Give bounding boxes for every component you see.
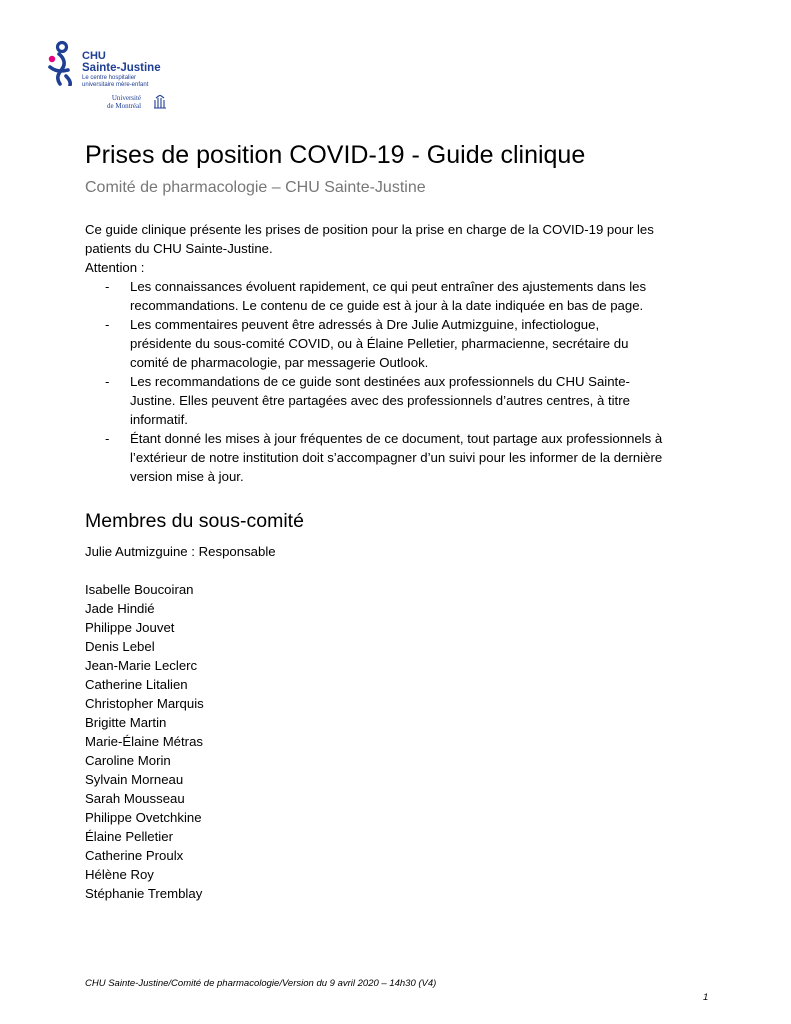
bullet-line: Justine. Elles peuvent être partagées avec des professionnels d’autres centres, à titre [130, 393, 630, 408]
page-title: Prises de position COVID-19 - Guide clinique [85, 141, 586, 169]
member-name: Denis Lebel [85, 639, 155, 654]
member-name: Marie-Élaine Métras [85, 734, 203, 749]
members-heading: Membres du sous-comité [85, 510, 304, 532]
member-name: Catherine Litalien [85, 677, 188, 692]
attention-list [85, 277, 715, 486]
chu-figure-logo-icon [46, 40, 78, 86]
attention-item [85, 372, 715, 429]
attention-item [85, 277, 715, 315]
page-number: 1 [703, 992, 709, 1003]
intro-section [85, 220, 715, 486]
logo-sainte-justine: Sainte-Justine [82, 62, 161, 74]
university-line: Université [111, 94, 142, 102]
member-name: Caroline Morin [85, 753, 171, 768]
bullet-line: Étant donné les mises à jour fréquentes de ce document, tout partage aux professionnels à [130, 431, 663, 446]
university-building-icon [154, 95, 166, 109]
bullet-dash: - [105, 279, 110, 294]
logo-tagline [82, 75, 148, 88]
bullet-line: informatif. [130, 412, 188, 427]
member-name: Philippe Ovetchkine [85, 810, 202, 825]
member-name: Sarah Mousseau [85, 791, 185, 806]
bullet-dash: - [105, 317, 110, 332]
member-name: Élaine Pelletier [85, 829, 173, 844]
intro-line: Ce guide clinique présente les prises de position pour la prise en charge de la COVID-19 pour les [85, 222, 654, 237]
member-name: Hélène Roy [85, 867, 154, 882]
bullet-line: Les connaissances évoluent rapidement, ce qui peut entraîner des ajustements dans les [130, 279, 647, 294]
member-name: Isabelle Boucoiran [85, 582, 194, 597]
university-logo-text [107, 95, 141, 110]
bullet-line: Les recommandations de ce guide sont destinées aux professionnels du CHU Sainte- [130, 374, 630, 389]
intro-line: patients du CHU Sainte-Justine. [85, 241, 273, 256]
intro-paragraph [85, 220, 715, 258]
bullet-line: recommandations. Le contenu de ce guide est à jour à la date indiquée en bas de page. [130, 298, 644, 313]
responsable-line: Julie Autmizguine : Responsable [85, 544, 276, 559]
attention-item [85, 429, 715, 486]
university-line: de Montréal [107, 101, 142, 110]
logo-chu: CHU [82, 50, 106, 62]
page-footer: CHU Sainte-Justine/Comité de pharmacologie/Version du 9 avril 2020 – 14h30 (V4) [85, 978, 437, 989]
logo-tagline-line: universitaire mère-enfant [82, 81, 149, 88]
bullet-line: comité de pharmacologie, par messagerie Outlook. [130, 355, 429, 370]
bullet-line: Les commentaires peuvent être adressés à Dre Julie Autmizguine, infectiologue, [130, 317, 600, 332]
bullet-line: l’extérieur de notre institution doit s’accompagner d’un suivi pour les informer de la dernière [130, 450, 663, 465]
member-name: Stéphanie Tremblay [85, 886, 203, 901]
members-list [85, 580, 204, 903]
bullet-line: présidente du sous-comité COVID, ou à Élaine Pelletier, pharmacienne, secrétaire du [130, 336, 629, 351]
member-name: Jade Hindié [85, 601, 155, 616]
member-name: Catherine Proulx [85, 848, 184, 863]
attention-label: Attention : [85, 260, 145, 275]
bullet-dash: - [105, 431, 110, 446]
bullet-dash: - [105, 374, 110, 389]
member-name: Brigitte Martin [85, 715, 167, 730]
member-name: Christopher Marquis [85, 696, 204, 711]
attention-item [85, 315, 715, 372]
page-subtitle: Comité de pharmacologie – CHU Sainte-Justine [85, 179, 426, 196]
bullet-line: version mise à jour. [130, 469, 244, 484]
logo-tagline-line: Le centre hospitalier [82, 75, 137, 81]
member-name: Sylvain Morneau [85, 772, 184, 787]
chu-sainte-justine-logo [40, 38, 170, 118]
member-name: Philippe Jouvet [85, 620, 175, 635]
member-name: Jean-Marie Leclerc [85, 658, 198, 673]
